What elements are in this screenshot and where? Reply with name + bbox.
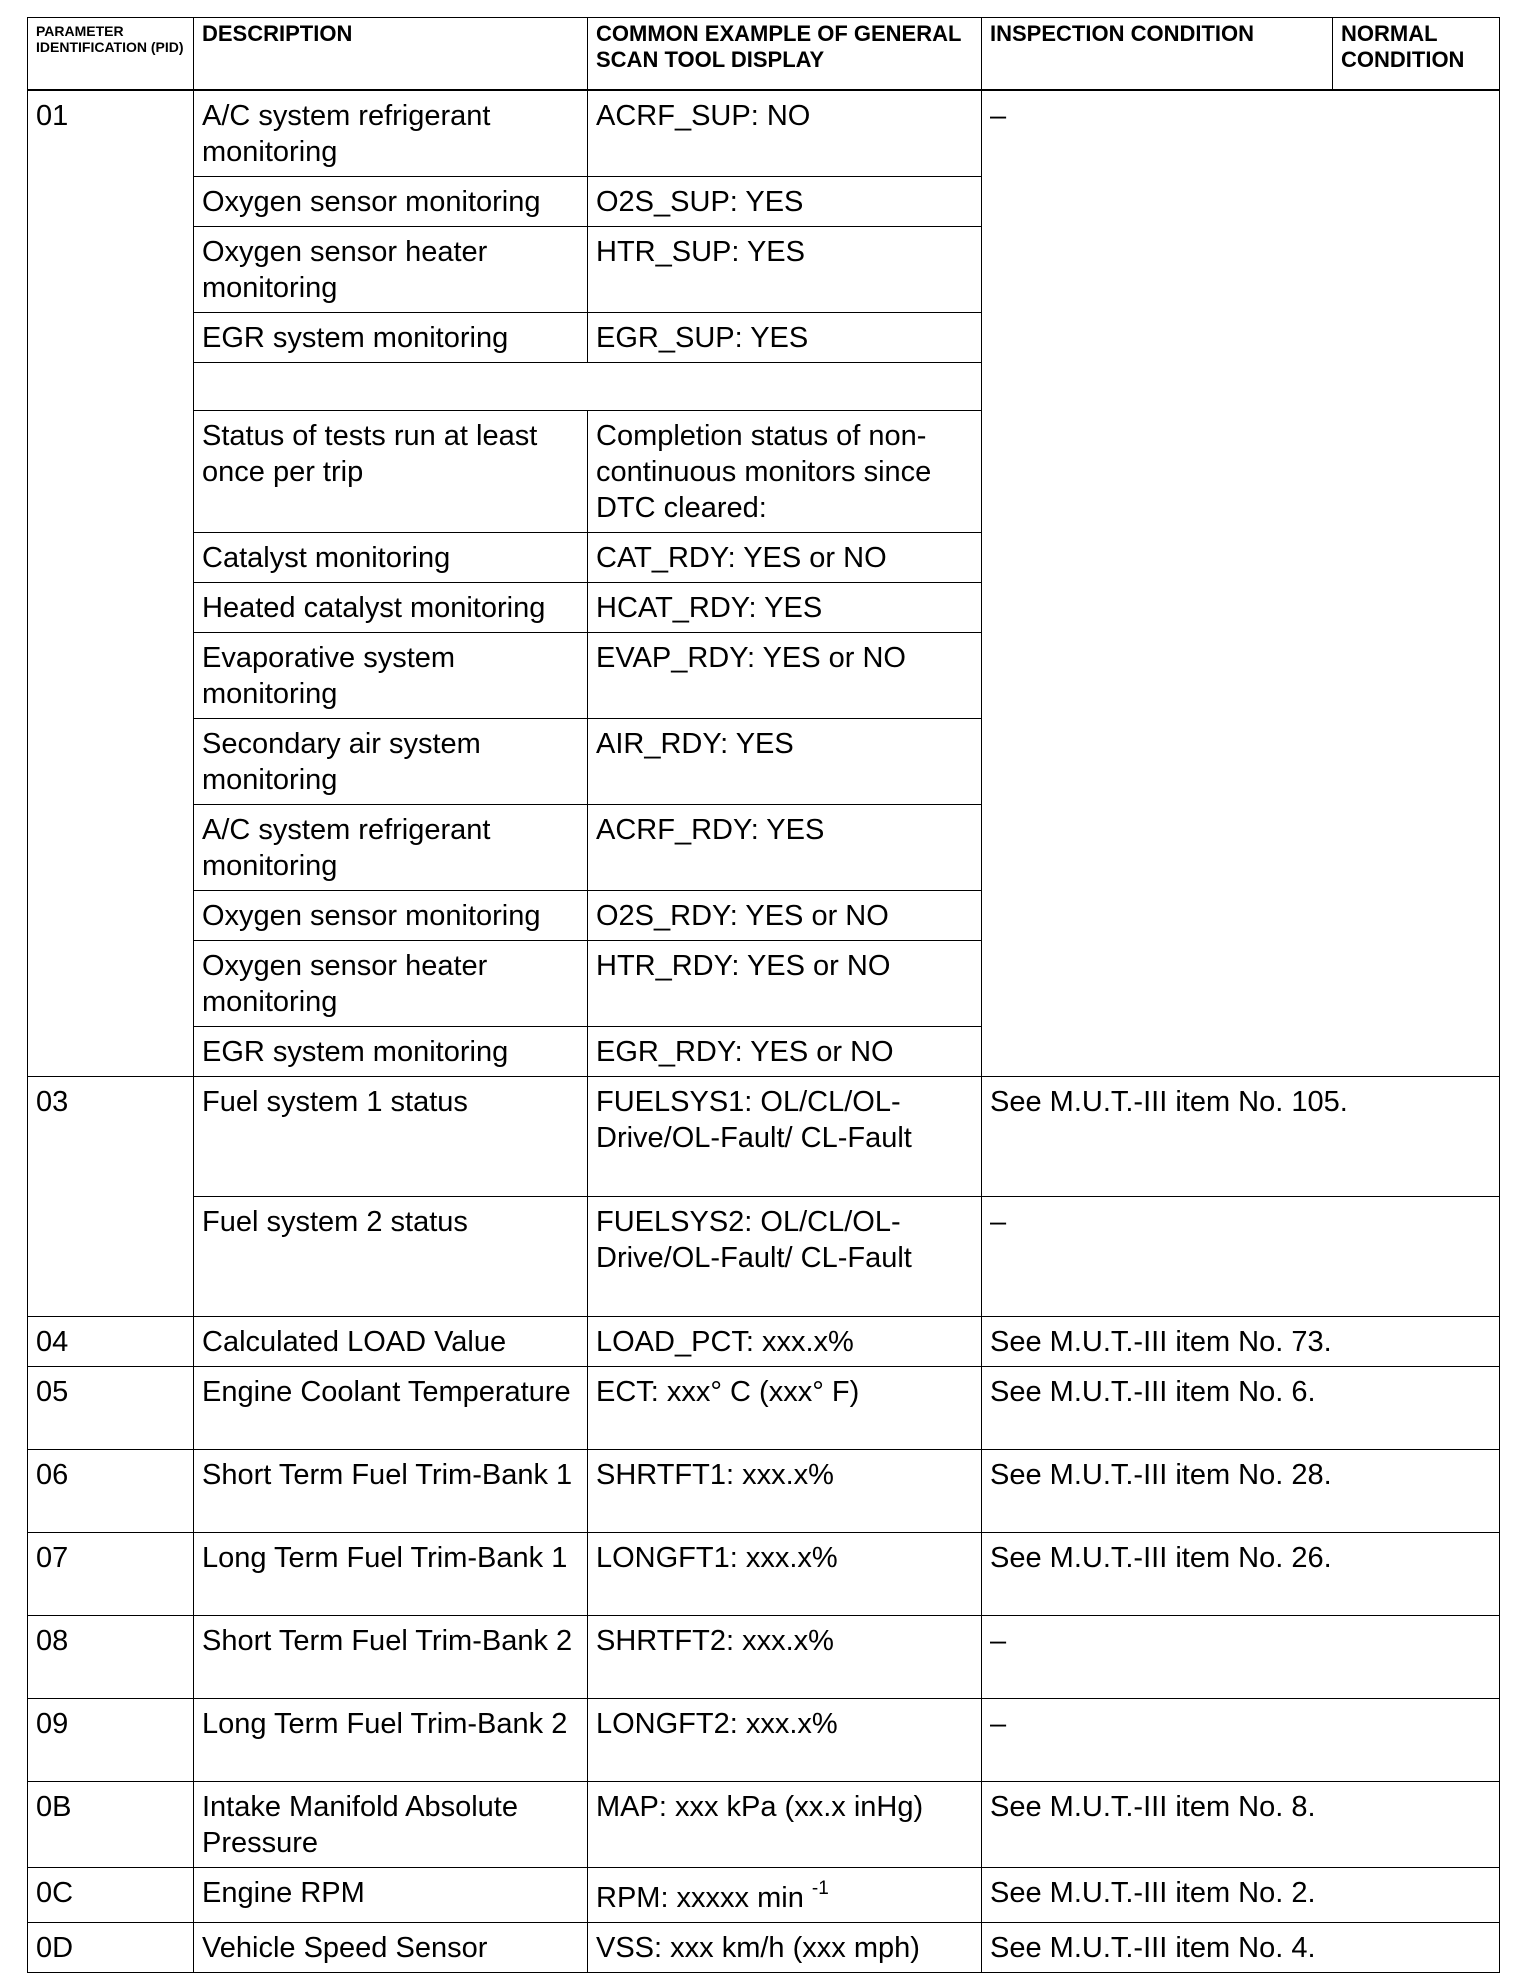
header-pid: PARAMETER IDENTIFICATION (PID) <box>28 18 194 90</box>
description-cell: Heated catalyst monitoring <box>194 582 588 632</box>
example-cell: FUELSYS1: OL/CL/OL-Drive/OL-Fault/ CL-Fault <box>588 1076 982 1196</box>
table-row <box>28 1316 1500 1366</box>
example-cell: HCAT_RDY: YES <box>588 582 982 632</box>
condition-cell: – <box>982 1615 1500 1698</box>
pid-cell: 07 <box>28 1532 194 1615</box>
spec-page <box>27 17 1499 1973</box>
pid-cell: 09 <box>28 1698 194 1781</box>
table-row <box>28 1076 1500 1196</box>
example-cell: FUELSYS2: OL/CL/OL-Drive/OL-Fault/ CL-Fault <box>588 1196 982 1316</box>
example-cell: Completion status of non-continuous monitors since DTC cleared: <box>588 410 982 532</box>
header-description: DESCRIPTION <box>194 18 588 90</box>
condition-cell: – <box>982 1196 1500 1316</box>
table-row <box>28 1615 1500 1698</box>
example-cell: ECT: xxx° C (xxx° F) <box>588 1366 982 1449</box>
pid-cell: 08 <box>28 1615 194 1698</box>
table-row <box>28 1867 1500 1922</box>
example-cell: HTR_SUP: YES <box>588 226 982 312</box>
pid-cell: 01 <box>28 90 194 1077</box>
example-cell: EGR_RDY: YES or NO <box>588 1026 982 1076</box>
condition-cell: See M.U.T.-III item No. 105. <box>982 1076 1500 1196</box>
table-row <box>28 1449 1500 1532</box>
example-cell: CAT_RDY: YES or NO <box>588 532 982 582</box>
example-cell: LONGFT2: xxx.x% <box>588 1698 982 1781</box>
table-row <box>28 1781 1500 1867</box>
example-cell: HTR_RDY: YES or NO <box>588 940 982 1026</box>
example-cell: LOAD_PCT: xxx.x% <box>588 1316 982 1366</box>
description-cell: Status of tests run at least once per trip <box>194 410 588 532</box>
description-cell: Fuel system 1 status <box>194 1076 588 1196</box>
pid-table <box>27 17 1500 1973</box>
pid-cell: 0D <box>28 1922 194 1972</box>
example-cell: ACRF_RDY: YES <box>588 804 982 890</box>
example-cell: SHRTFT1: xxx.x% <box>588 1449 982 1532</box>
table-row <box>28 1698 1500 1781</box>
description-cell: Oxygen sensor heater monitoring <box>194 940 588 1026</box>
example-cell: ACRF_SUP: NO <box>588 90 982 177</box>
description-cell: Fuel system 2 status <box>194 1196 588 1316</box>
description-cell: Short Term Fuel Trim-Bank 1 <box>194 1449 588 1532</box>
description-cell: Oxygen sensor monitoring <box>194 176 588 226</box>
table-row <box>28 90 1500 177</box>
example-cell: LONGFT1: xxx.x% <box>588 1532 982 1615</box>
table-row <box>28 1532 1500 1615</box>
header-example: COMMON EXAMPLE OF GENERAL SCAN TOOL DISPLAY <box>588 18 982 90</box>
description-cell: EGR system monitoring <box>194 1026 588 1076</box>
description-cell: A/C system refrigerant monitoring <box>194 90 588 177</box>
description-cell: A/C system refrigerant monitoring <box>194 804 588 890</box>
example-cell <box>588 1867 982 1922</box>
example-cell: EVAP_RDY: YES or NO <box>588 632 982 718</box>
description-cell: Oxygen sensor monitoring <box>194 890 588 940</box>
description-cell: Vehicle Speed Sensor <box>194 1922 588 1972</box>
example-cell: SHRTFT2: xxx.x% <box>588 1615 982 1698</box>
header-normal: NORMAL CONDITION <box>1333 18 1500 90</box>
header-inspection: INSPECTION CONDITION <box>982 18 1333 90</box>
description-cell: Evaporative system monitoring <box>194 632 588 718</box>
table-row <box>28 1366 1500 1449</box>
description-cell: EGR system monitoring <box>194 312 588 362</box>
pid-cell: 03 <box>28 1076 194 1316</box>
pid-cell: 0C <box>28 1867 194 1922</box>
description-cell: Calculated LOAD Value <box>194 1316 588 1366</box>
condition-cell: See M.U.T.-III item No. 2. <box>982 1867 1500 1922</box>
description-cell: Long Term Fuel Trim-Bank 1 <box>194 1532 588 1615</box>
condition-cell: – <box>982 1698 1500 1781</box>
description-cell: Short Term Fuel Trim-Bank 2 <box>194 1615 588 1698</box>
condition-cell: See M.U.T.-III item No. 28. <box>982 1449 1500 1532</box>
condition-cell: See M.U.T.-III item No. 26. <box>982 1532 1500 1615</box>
condition-cell: See M.U.T.-III item No. 73. <box>982 1316 1500 1366</box>
example-cell: EGR_SUP: YES <box>588 312 982 362</box>
condition-cell: See M.U.T.-III item No. 8. <box>982 1781 1500 1867</box>
description-cell: Long Term Fuel Trim-Bank 2 <box>194 1698 588 1781</box>
description-cell: Catalyst monitoring <box>194 532 588 582</box>
example-cell: MAP: xxx kPa (xx.x inHg) <box>588 1781 982 1867</box>
condition-cell: See M.U.T.-III item No. 6. <box>982 1366 1500 1449</box>
example-cell: AIR_RDY: YES <box>588 718 982 804</box>
pid-cell: 06 <box>28 1449 194 1532</box>
condition-cell: See M.U.T.-III item No. 4. <box>982 1922 1500 1972</box>
rpm-exponent: -1 <box>811 1877 829 1899</box>
rpm-example-text: RPM: xxxxx min <box>596 1881 804 1914</box>
description-cell: Engine Coolant Temperature <box>194 1366 588 1449</box>
description-cell: Intake Manifold Absolute Pressure <box>194 1781 588 1867</box>
example-cell: O2S_SUP: YES <box>588 176 982 226</box>
description-cell: Oxygen sensor heater monitoring <box>194 226 588 312</box>
condition-cell: – <box>982 90 1500 1077</box>
table-row <box>28 1196 1500 1316</box>
pid-cell: 04 <box>28 1316 194 1366</box>
blank-cell <box>194 362 982 410</box>
table-row <box>28 1922 1500 1972</box>
example-cell: VSS: xxx km/h (xxx mph) <box>588 1922 982 1972</box>
pid-cell: 05 <box>28 1366 194 1449</box>
example-cell: O2S_RDY: YES or NO <box>588 890 982 940</box>
description-cell: Engine RPM <box>194 1867 588 1922</box>
header-row <box>28 18 1500 90</box>
pid-cell: 0B <box>28 1781 194 1867</box>
description-cell: Secondary air system monitoring <box>194 718 588 804</box>
